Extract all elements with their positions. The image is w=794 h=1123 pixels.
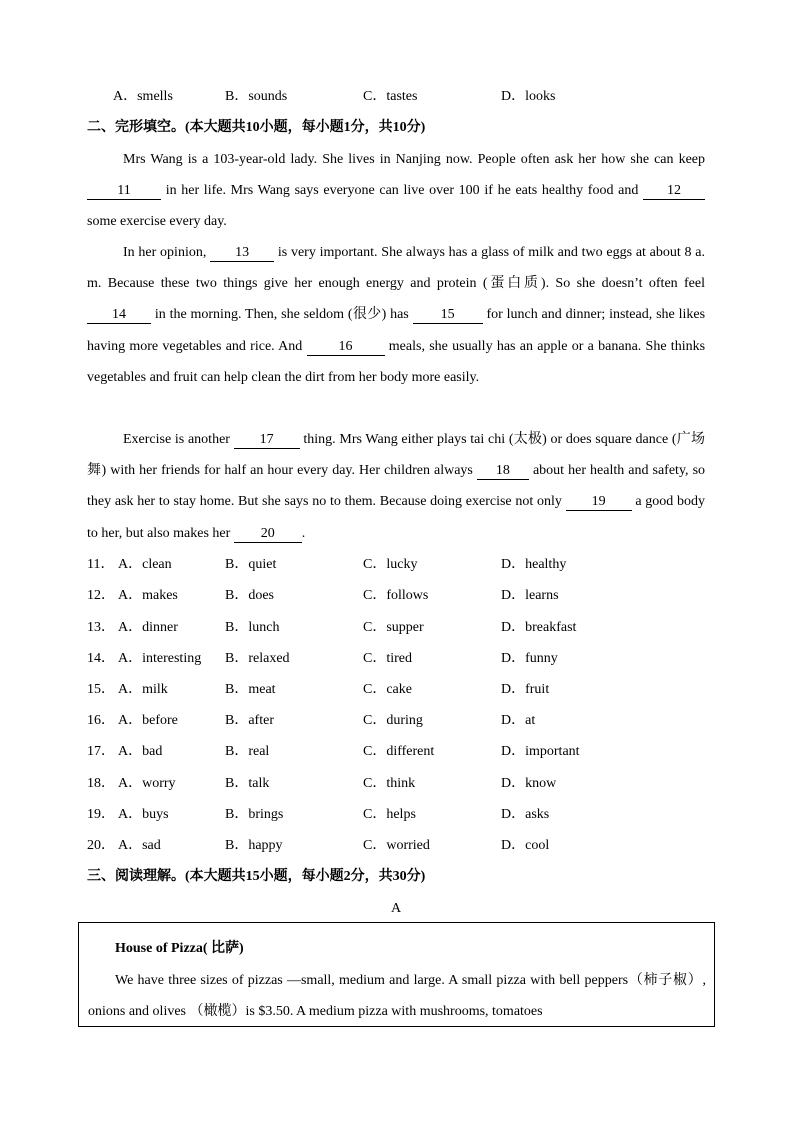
passage-text: for lunch and dinner; instead, she likes having more vegetables and rice. And bbox=[87, 307, 706, 354]
passage-text: in her life. Mrs Wang says everyone can live over 100 if he eats healthy food and bbox=[165, 183, 639, 199]
passage-text: about her health and safety, so they ask her to stay home. But she says no to them. Because doing exercise not only bbox=[87, 463, 706, 510]
blank-15[interactable]: 15 bbox=[413, 307, 483, 324]
option-d[interactable]: D．fruit bbox=[501, 682, 550, 697]
box-title: House of Pizza( 比萨) bbox=[115, 941, 244, 956]
option-b[interactable]: B．relaxed bbox=[225, 651, 290, 666]
option-b[interactable]: B．quiet bbox=[225, 557, 277, 572]
option-a[interactable]: A．sad bbox=[118, 838, 161, 853]
question-number: 12． bbox=[87, 588, 115, 603]
question-number: 11． bbox=[87, 557, 115, 572]
option-d[interactable]: D．know bbox=[501, 776, 557, 791]
section3-heading: 三、阅读理解。(本大题共15小题，每小题2分，共30分) bbox=[87, 869, 426, 884]
option-c[interactable]: C．think bbox=[363, 776, 416, 791]
option-a[interactable]: A．interesting bbox=[118, 651, 202, 666]
passage-text: is very important. She always has a glass of milk and two eggs at about 8 a. m. Because these two things give her enough energy and protein (蛋白质). So she doesn’t often feel bbox=[87, 245, 706, 292]
option-a[interactable]: A．bad bbox=[118, 744, 163, 759]
option-c[interactable]: C．tastes bbox=[363, 89, 418, 104]
blank-17[interactable]: 17 bbox=[234, 432, 300, 449]
option-d[interactable]: D．breakfast bbox=[501, 620, 577, 635]
question-number: 15． bbox=[87, 682, 115, 697]
option-a[interactable]: A．clean bbox=[118, 557, 172, 572]
option-d[interactable]: D．learns bbox=[501, 588, 559, 603]
passage-text: Mrs Wang is a 103-year-old lady. She lives in Nanjing now. People often ask her how she can keep bbox=[123, 152, 705, 167]
option-b[interactable]: B．sounds bbox=[225, 89, 288, 104]
option-b[interactable]: B．real bbox=[225, 744, 270, 759]
passage-text: thing. Mrs Wang either plays tai chi (太极) or does square dance (广场舞) with her friends for half an hour every day. Her children always bbox=[87, 432, 705, 479]
question-number: 18． bbox=[87, 776, 115, 791]
question-number: 13． bbox=[87, 620, 115, 635]
option-d[interactable]: D．healthy bbox=[501, 557, 567, 572]
part-label: A bbox=[391, 901, 402, 916]
passage-text: meals, she usually has an apple or a banana. She thinks vegetables and fruit can help clean the dirt from her body more easily. bbox=[87, 338, 706, 385]
option-a[interactable]: A．buys bbox=[118, 807, 169, 822]
passage-paragraph-1 bbox=[87, 144, 705, 238]
option-b[interactable]: B．does bbox=[225, 588, 274, 603]
option-d[interactable]: D．looks bbox=[501, 89, 556, 104]
box-text bbox=[88, 965, 706, 1027]
option-b[interactable]: B．meat bbox=[225, 682, 276, 697]
option-a[interactable]: A．makes bbox=[118, 588, 178, 603]
option-d[interactable]: D．cool bbox=[501, 838, 550, 853]
question-number: 20． bbox=[87, 838, 115, 853]
option-b[interactable]: B．happy bbox=[225, 838, 283, 853]
passage-text: Exercise is another bbox=[123, 432, 230, 447]
question-number: 14． bbox=[87, 651, 115, 666]
option-c[interactable]: C．supper bbox=[363, 620, 424, 635]
option-a[interactable]: A．milk bbox=[118, 682, 168, 697]
section2-heading: 二、完形填空。(本大题共10小题，每小题1分，共10分) bbox=[87, 120, 426, 135]
option-d[interactable]: D．at bbox=[501, 713, 536, 728]
option-a[interactable]: A．dinner bbox=[118, 620, 178, 635]
box-text-body: We have three sizes of pizzas —small, medium and large. A small pizza with bell peppers（柿子椒）, onions and olives （橄榄）is $3.50. A medium pizza with mushrooms, tomatoes bbox=[88, 973, 706, 1019]
option-c[interactable]: C．tired bbox=[363, 651, 412, 666]
passage-text: In her opinion, bbox=[123, 245, 207, 260]
option-c[interactable]: C．cake bbox=[363, 682, 412, 697]
option-d[interactable]: D．funny bbox=[501, 651, 558, 666]
question-number: 19． bbox=[87, 807, 115, 822]
option-c[interactable]: C．lucky bbox=[363, 557, 418, 572]
option-b[interactable]: B．brings bbox=[225, 807, 284, 822]
option-c[interactable]: C．worried bbox=[363, 838, 430, 853]
option-a[interactable]: A．worry bbox=[118, 776, 176, 791]
blank-14[interactable]: 14 bbox=[87, 307, 151, 324]
reading-box bbox=[78, 922, 715, 1027]
blank-19[interactable]: 19 bbox=[566, 494, 632, 511]
question-number: 16． bbox=[87, 713, 115, 728]
passage-paragraph-3 bbox=[87, 424, 705, 549]
passage-text: . bbox=[301, 525, 306, 541]
blank-18[interactable]: 18 bbox=[477, 463, 529, 480]
blank-11[interactable]: 11 bbox=[87, 183, 161, 200]
blank-12[interactable]: 12 bbox=[643, 183, 705, 200]
option-d[interactable]: D．important bbox=[501, 744, 580, 759]
option-c[interactable]: C．follows bbox=[363, 588, 429, 603]
option-d[interactable]: D．asks bbox=[501, 807, 550, 822]
passage-paragraph-2 bbox=[87, 237, 705, 393]
blank-20[interactable]: 20 bbox=[234, 526, 302, 543]
question-number: 17． bbox=[87, 744, 115, 759]
passage-text: a good body to her, but also makes her bbox=[87, 494, 706, 541]
passage-text: in the morning. Then, she seldom (很少) has bbox=[154, 307, 409, 323]
option-c[interactable]: C．during bbox=[363, 713, 423, 728]
passage-text: some exercise every day. bbox=[87, 214, 227, 230]
option-b[interactable]: B．talk bbox=[225, 776, 270, 791]
option-c[interactable]: C．different bbox=[363, 744, 435, 759]
option-b[interactable]: B．lunch bbox=[225, 620, 280, 635]
option-b[interactable]: B．after bbox=[225, 713, 274, 728]
option-a[interactable]: A．before bbox=[118, 713, 178, 728]
blank-16[interactable]: 16 bbox=[307, 339, 385, 356]
option-a[interactable]: A．smells bbox=[113, 89, 173, 104]
blank-13[interactable]: 13 bbox=[210, 245, 274, 262]
option-c[interactable]: C．helps bbox=[363, 807, 416, 822]
